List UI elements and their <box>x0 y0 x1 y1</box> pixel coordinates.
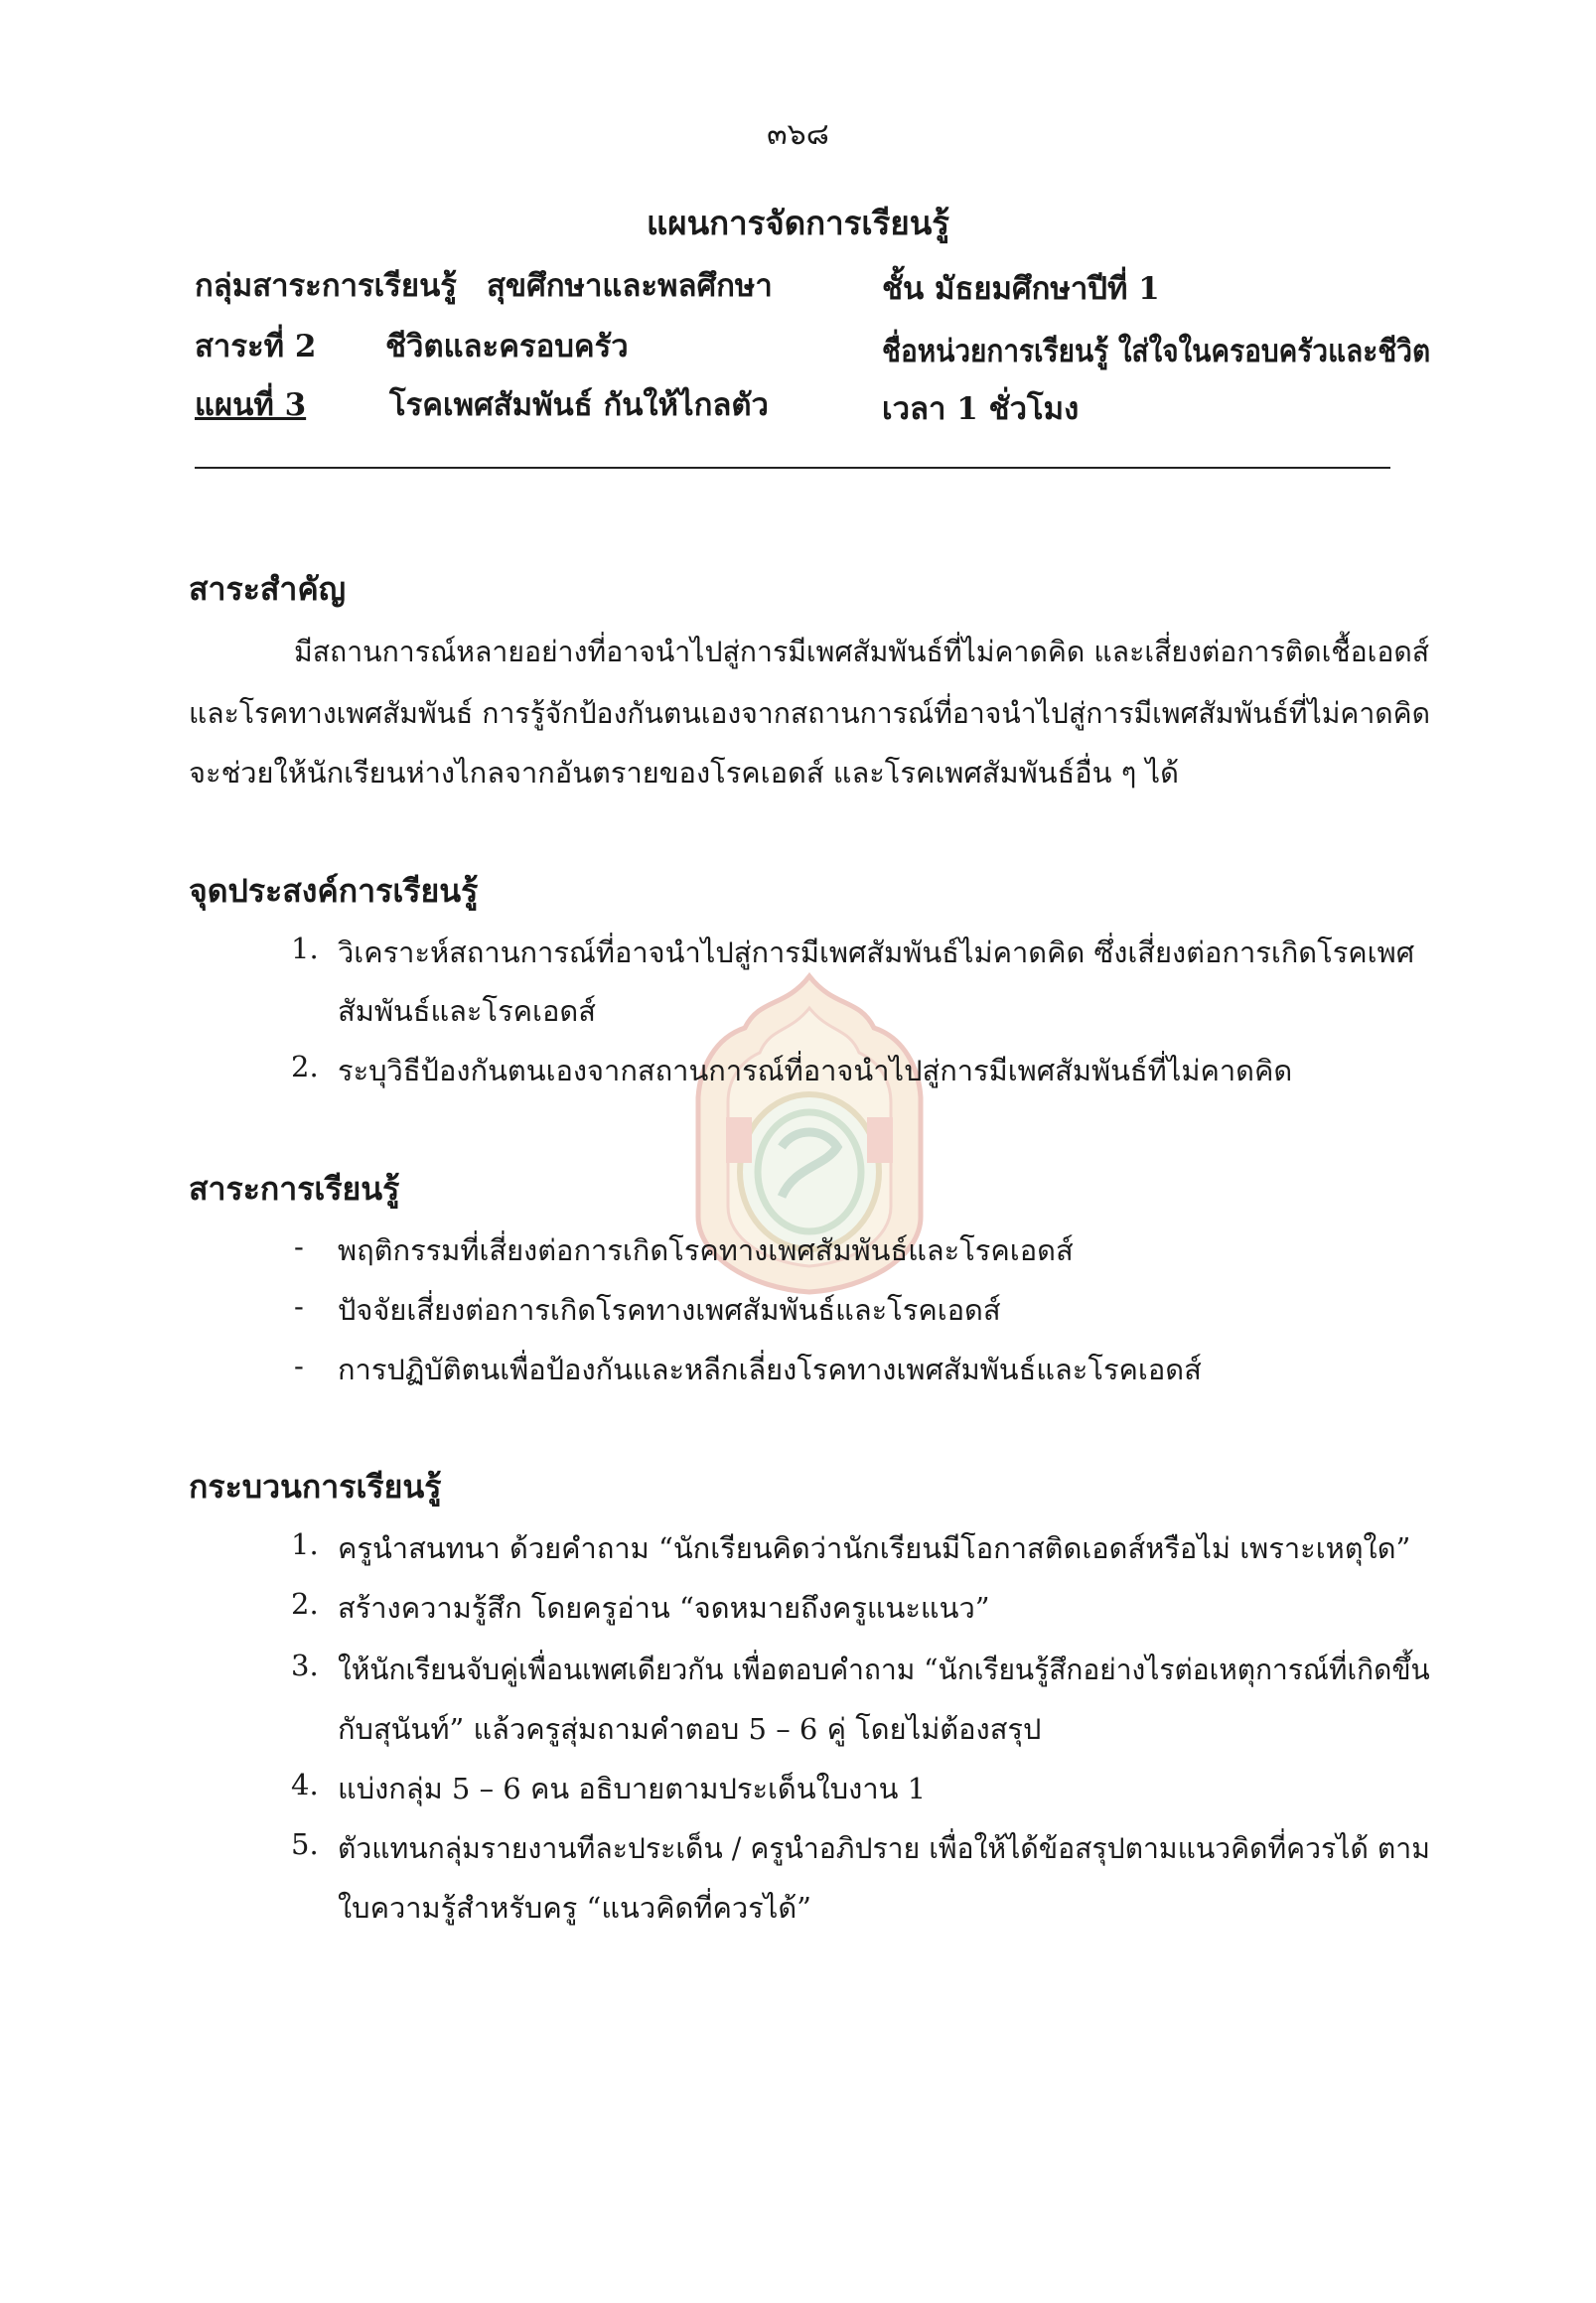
objective-text: วิเคราะห์สถานการณ์ที่อาจนำไปสู่การมีเพศสัมพันธ์ไม่คาดคิด ซึ่งเสี่ยงต่อการเกิดโรคเพศ <box>338 936 1415 969</box>
strand-label: สาระที่ 2 <box>195 329 317 364</box>
objective-text: สัมพันธ์และโรคเอดส์ <box>338 994 596 1028</box>
process-step-text: ใบความรู้สำหรับครู “แนวคิดที่ควรได้” <box>338 1891 811 1925</box>
page-title: แผนการจัดการเรียนรู้ <box>646 204 950 242</box>
process-step-number: 4. <box>291 1768 319 1801</box>
grade-level: ชั้น มัธยมศึกษาปีที่ 1 <box>882 271 1160 307</box>
page-number: ๓๖๘ <box>767 117 829 152</box>
content-item: ปัจจัยเสี่ยงต่อการเกิดโรคทางเพศสัมพันธ์และโรคเอดส์ <box>338 1293 1001 1327</box>
plan-label: แผนที่ 3 <box>195 387 307 423</box>
content-item: พฤติกรรมที่เสี่ยงต่อการเกิดโรคทางเพศสัมพันธ์และโรคเอดส์ <box>338 1233 1074 1267</box>
content-bullet: - <box>294 1229 304 1263</box>
process-step-text: สร้างความรู้สึก โดยครูอ่าน “จดหมายถึงครูแนะแนว” <box>338 1591 990 1625</box>
content-item: การปฏิบัติตนเพื่อป้องกันและหลีกเลี่ยงโรคทางเพศสัมพันธ์และโรคเอดส์ <box>338 1353 1202 1386</box>
process-heading: กระบวนการเรียนรู้ <box>189 1468 442 1506</box>
subject-group-value: สุขศึกษาและพลศึกษา <box>487 268 773 304</box>
content-heading: สาระการเรียนรู้ <box>189 1170 400 1208</box>
objective-number: 2. <box>291 1050 319 1083</box>
process-step-text: แบ่งกลุ่ม 5 – 6 คน อธิบายตามประเด็นใบงาน 1 <box>338 1772 927 1805</box>
unit-name: ชื่อหน่วยการเรียนรู้ ใส่ใจในครอบครัวและชีวิต <box>882 334 1431 369</box>
process-step-number: 1. <box>291 1527 319 1561</box>
duration: เวลา 1 ชั่วโมง <box>882 391 1080 427</box>
objectives-heading: จุดประสงค์การเรียนรู้ <box>189 872 479 910</box>
process-step-text: ตัวแทนกลุ่มรายงานทีละประเด็น / ครูนำอภิปราย เพื่อให้ได้ข้อสรุปตามแนวคิดที่ควรได้ ตาม <box>338 1831 1430 1865</box>
essence-line: จะช่วยให้นักเรียนห่างไกลจากอันตรายของโรคเอดส์ และโรคเพศสัมพันธ์อื่น ๆ ได้ <box>189 756 1179 790</box>
process-step-text: กับสุนันท์” แล้วครูสุ่มถามคำตอบ 5 – 6 คู่ โดยไม่ต้องสรุป <box>338 1712 1042 1746</box>
essence-line: มีสถานการณ์หลายอย่างที่อาจนำไปสู่การมีเพศสัมพันธ์ที่ไม่คาดคิด และเสี่ยงต่อการติดเชื้อเอดส์ <box>294 635 1430 668</box>
process-step-text: ครูนำสนทนา ด้วยคำถาม “นักเรียนคิดว่านักเรียนมีโอกาสติดเอดส์หรือไม่ เพราะเหตุใด” <box>338 1531 1411 1565</box>
essence-line: และโรคทางเพศสัมพันธ์ การรู้จักป้องกันตนเองจากสถานการณ์ที่อาจนำไปสู่การมีเพศสัมพันธ์ที่ไม่คาดคิด <box>189 696 1431 730</box>
process-step-number: 2. <box>291 1587 319 1621</box>
objective-number: 1. <box>291 932 319 965</box>
process-step-number: 3. <box>291 1649 319 1682</box>
plan-value: โรคเพศสัมพันธ์ กันให้ไกลตัว <box>389 387 769 423</box>
content-bullet: - <box>294 1289 304 1323</box>
header-divider <box>195 467 1390 469</box>
subject-group-label: กลุ่มสาระการเรียนรู้ <box>195 268 457 304</box>
strand-value: ชีวิตและครอบครัว <box>385 329 629 364</box>
essence-heading: สาระสำคัญ <box>189 570 347 608</box>
content-bullet: - <box>294 1349 304 1382</box>
objective-text: ระบุวิธีป้องกันตนเองจากสถานการณ์ที่อาจนำไปสู่การมีเพศสัมพันธ์ที่ไม่คาดคิด <box>338 1054 1293 1087</box>
process-step-text: ให้นักเรียนจับคู่เพื่อนเพศเดียวกัน เพื่อตอบคำถาม “นักเรียนรู้สึกอย่างไรต่อเหตุการณ์ที่เกิดขึ้น <box>338 1653 1430 1686</box>
process-step-number: 5. <box>291 1827 319 1861</box>
